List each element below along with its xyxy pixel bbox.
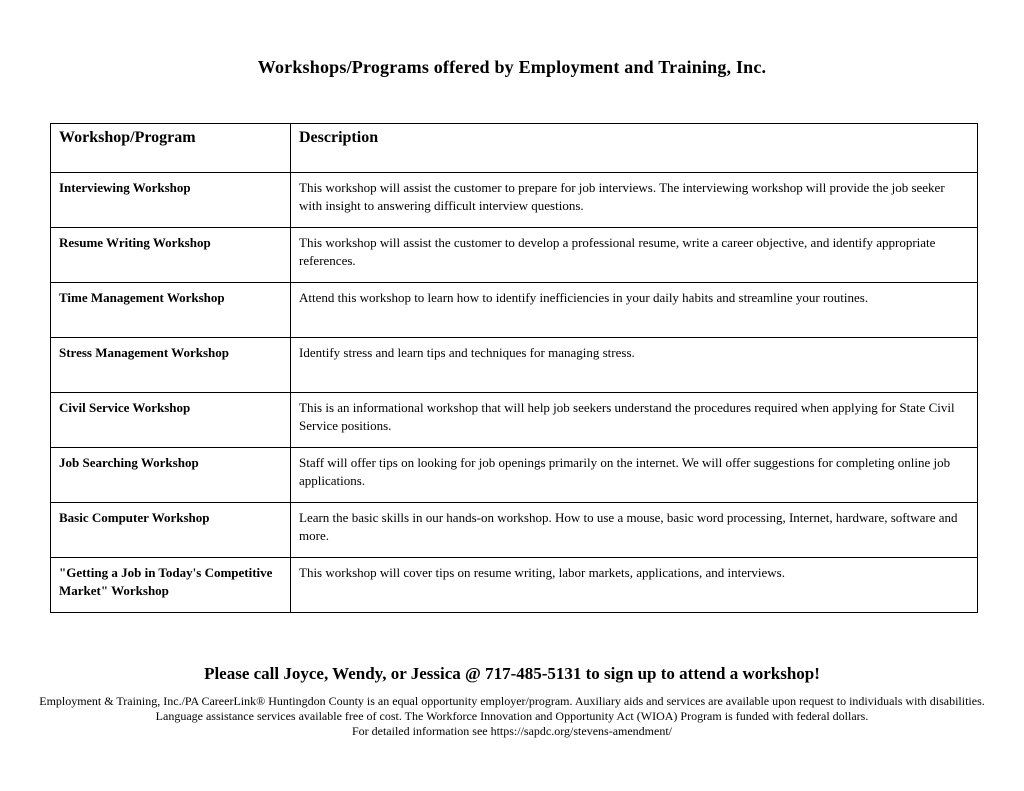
workshop-name: Basic Computer Workshop — [51, 503, 291, 558]
call-to-action: Please call Joyce, Wendy, or Jessica @ 717-485-5131 to sign up to attend a workshop! — [204, 664, 820, 683]
workshop-name: Civil Service Workshop — [51, 393, 291, 448]
workshop-description: Learn the basic skills in our hands-on workshop. How to use a mouse, basic word processing, Internet, hardware, software and more. — [291, 503, 978, 558]
table-row — [51, 228, 978, 283]
workshop-description: This is an informational workshop that will help job seekers understand the procedures required when applying for State Civil Service positions. — [291, 393, 978, 448]
column-header-description: Description — [291, 124, 978, 173]
workshop-name: Interviewing Workshop — [51, 173, 291, 228]
table-row — [51, 558, 978, 613]
workshop-description: This workshop will assist the customer to prepare for job interviews. The interviewing workshop will provide the job seeker with insight to answering difficult interview questions. — [291, 173, 978, 228]
table-row — [51, 448, 978, 503]
workshop-description: Identify stress and learn tips and techniques for managing stress. — [291, 338, 978, 393]
workshop-description: This workshop will assist the customer to develop a professional resume, write a career objective, and identify appropriate references. — [291, 228, 978, 283]
workshop-description: This workshop will cover tips on resume writing, labor markets, applications, and interviews. — [291, 558, 978, 613]
workshop-name: Time Management Workshop — [51, 283, 291, 338]
table-row — [51, 283, 978, 338]
workshop-name: Resume Writing Workshop — [51, 228, 291, 283]
workshop-description: Staff will offer tips on looking for job openings primarily on the internet. We will offer suggestions for completing online job applications. — [291, 448, 978, 503]
disclaimer-text: Employment & Training, Inc./PA CareerLink® Huntingdon County is an equal opportunity employer/program. Auxiliary aids and services are available upon request to individuals with disabilities. Language assistance services available free of cost. The Workforce Innovation and Opportunity Act (WIOA) Program is funded with federal dollars. — [39, 694, 985, 724]
column-header-workshop-program: Workshop/Program — [51, 124, 291, 173]
table-header-row — [51, 124, 978, 173]
table-row — [51, 173, 978, 228]
workshop-name: "Getting a Job in Today's Competitive Market" Workshop — [51, 558, 291, 613]
workshop-name: Stress Management Workshop — [51, 338, 291, 393]
page-title: Workshops/Programs offered by Employment and Training, Inc. — [257, 57, 767, 77]
workshop-description: Attend this workshop to learn how to identify inefficiencies in your daily habits and streamline your routines. — [291, 283, 978, 338]
info-link-text: For detailed information see https://sapdc.org/stevens-amendment/ — [351, 724, 673, 739]
table-row — [51, 393, 978, 448]
workshop-name: Job Searching Workshop — [51, 448, 291, 503]
table-row — [51, 338, 978, 393]
workshops-table — [50, 123, 978, 613]
table-row — [51, 503, 978, 558]
